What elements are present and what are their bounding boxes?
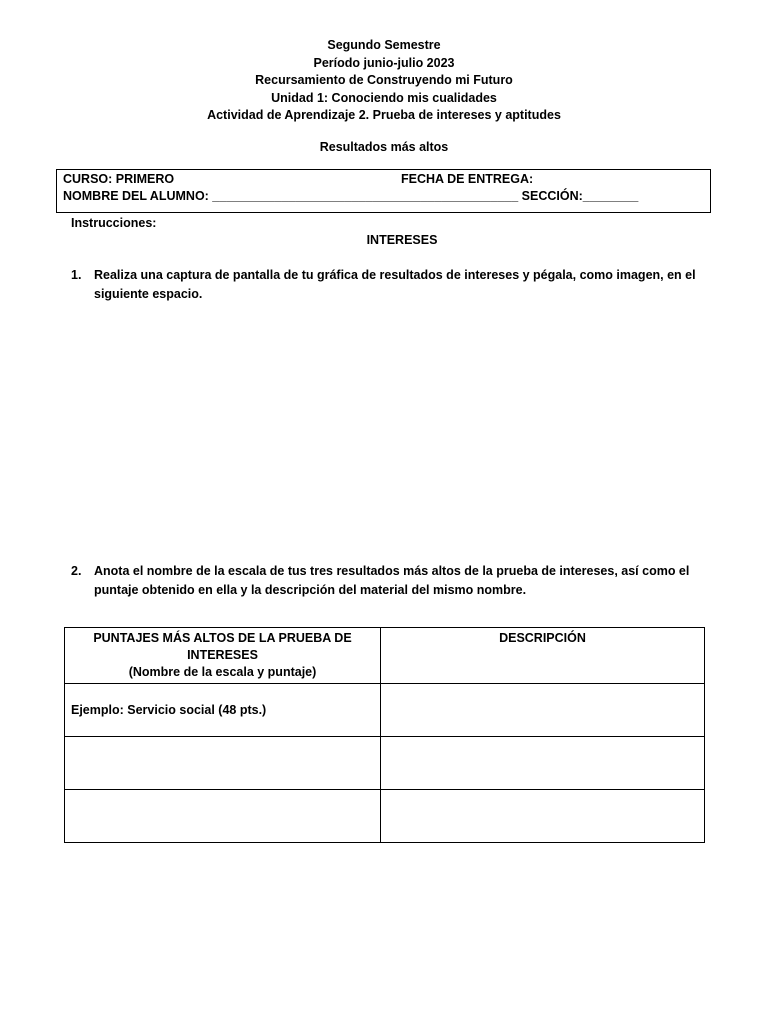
section-title: INTERESES (366, 233, 438, 247)
description-cell[interactable] (381, 790, 705, 843)
description-cell[interactable] (381, 737, 705, 790)
header-semester: Segundo Semestre (327, 38, 441, 52)
table-header-row (65, 628, 705, 684)
item-number: 1. (71, 268, 82, 282)
scale-cell[interactable] (65, 790, 381, 843)
instruction-item-2 (71, 562, 736, 600)
table-row (65, 737, 705, 790)
description-column-header: DESCRIPCIÓN (381, 628, 705, 684)
student-info-box (56, 169, 711, 213)
student-name-line: NOMBRE DEL ALUMNO: ____________________________________________ SECCIÓN:________ (63, 189, 639, 203)
scores-column-header (65, 628, 381, 684)
item-text: Anota el nombre de la escala de tus tres resultados más altos de la prueba de intereses, así como el puntaje obtenido en ella y la descripción del material del mismo nombre. (94, 564, 690, 597)
table-row (65, 790, 705, 843)
header-course: Recursamiento de Construyendo mi Futuro (255, 73, 513, 87)
item-number: 2. (71, 564, 82, 578)
scale-cell[interactable] (65, 737, 381, 790)
document-header (0, 37, 768, 125)
course-label: CURSO: PRIMERO (63, 172, 175, 186)
scores-header-line1: PUNTAJES MÁS ALTOS DE LA PRUEBA DE INTERESES (93, 631, 352, 662)
results-subtitle: Resultados más altos (319, 140, 449, 154)
header-period: Período junio-julio 2023 (313, 55, 455, 70)
item-text: Realiza una captura de pantalla de tu gráfica de resultados de intereses y pégala, como imagen, en el siguiente espacio. (94, 268, 696, 301)
scale-cell[interactable]: Ejemplo: Servicio social (48 pts.) (65, 684, 381, 737)
description-cell[interactable] (381, 684, 705, 737)
header-unit: Unidad 1: Conociendo mis cualidades (271, 90, 497, 105)
due-date-label: FECHA DE ENTREGA: (401, 172, 534, 186)
scores-table (64, 627, 705, 843)
scores-header-line2: (Nombre de la escala y puntaje) (128, 665, 317, 679)
instructions-label: Instrucciones: (71, 216, 157, 230)
instruction-item-1 (71, 266, 736, 304)
table-row (65, 684, 705, 737)
header-activity: Actividad de Aprendizaje 2. Prueba de intereses y aptitudes (207, 108, 561, 122)
